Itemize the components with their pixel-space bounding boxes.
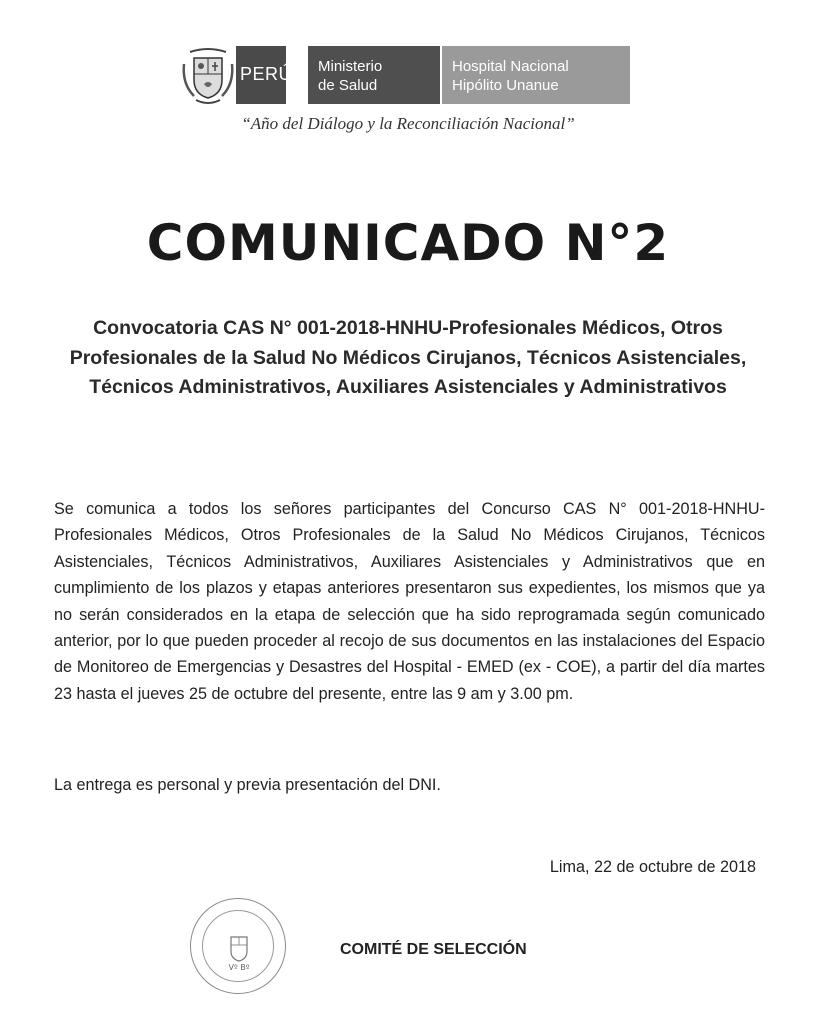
- ministry-label-box: [308, 46, 440, 104]
- peru-coat-of-arms-icon: [180, 44, 236, 106]
- seal-crest-icon: [191, 899, 287, 995]
- issue-date: Lima, 22 de octubre de 2018: [549, 858, 756, 876]
- ministry-label-line2: de Salud: [318, 77, 378, 94]
- hospital-label-line2: Hipólito Unanue: [452, 77, 559, 94]
- peru-label-box: [236, 46, 293, 104]
- ministry-label-line1: Ministerio: [318, 58, 383, 75]
- announcement-body: Se comunica a todos los señores participantes del Concurso CAS N° 001-2018-HNHU-Profesionales Médicos, Otros Profesionales de la Salud No Médicos Cirujanos, Técnicos Asistenciales, Técnicos Administrativos, Auxiliares Asistenciales y Administrativos que en cumplimiento de los plazos y etapas anteriores presentaron sus expedientes, los mismos que ya no serán considerados en la etapa de selección que ha sido reprogramada según comunicado anterior, por lo que pueden proceder al recojo de sus documentos en las instalaciones del Espacio de Monitoreo de Emergencias y Desastres del Hospital - EMED (ex - COE), a partir del día martes 23 hasta el jueves 25 de octubre del presente, entre las 9 am y 3.00 pm.: [54, 500, 765, 703]
- letterhead: [180, 44, 632, 106]
- document-title: COMUNICADO N°2: [146, 214, 670, 272]
- delivery-note: La entrega es personal y previa presentación del DNI.: [54, 776, 441, 794]
- document-subtitle: Convocatoria CAS N° 001-2018-HNHU-Profesionales Médicos, Otros Profesionales de la Salud No Médicos Cirujanos, Técnicos Asistenciales, Técnicos Administrativos, Auxiliares Asistenciales y Administrativos: [69, 317, 747, 398]
- year-motto: “Año del Diálogo y la Reconciliación Nacional”: [241, 114, 575, 133]
- hospital-label-box: [442, 46, 630, 104]
- hospital-label-line1: Hospital Nacional: [452, 58, 569, 75]
- seal-approval-mark: Vº Bº: [228, 963, 250, 972]
- official-seal: [190, 898, 286, 994]
- peru-label: PERÚ: [240, 64, 293, 84]
- signature-committee: COMITÉ DE SELECCIÓN: [340, 941, 527, 958]
